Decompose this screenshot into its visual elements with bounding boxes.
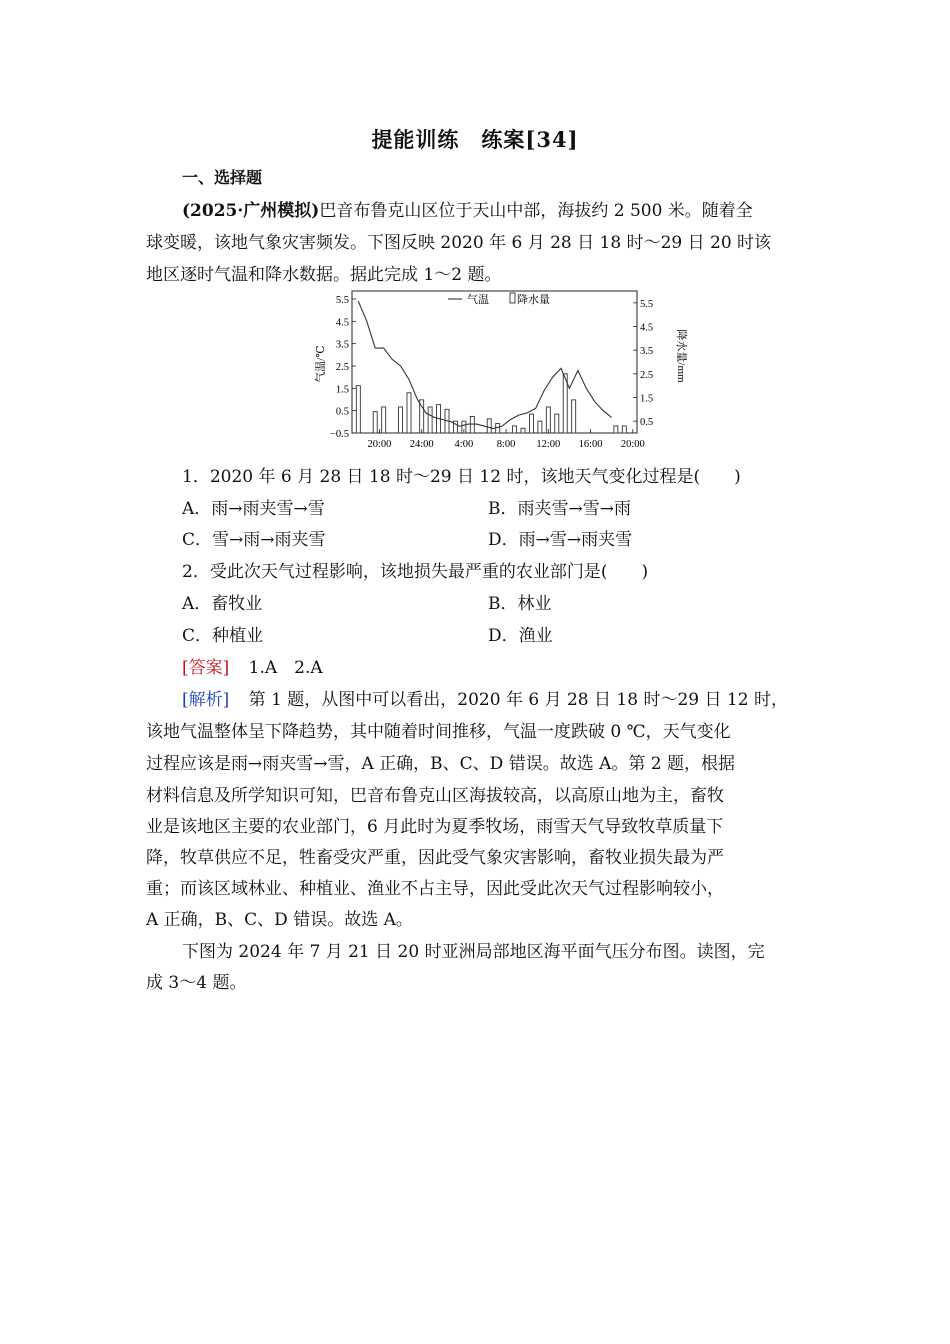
analysis-line-4: 材料信息及所学知识可知，巴音布鲁克山区海拔较高，以高原山地为主，畜牧 (146, 786, 724, 806)
x-tick-label-1: 24:00 (409, 439, 434, 450)
precip-bar-17 (538, 421, 542, 433)
x-tick-label-2: 4:00 (454, 439, 474, 450)
question-1-stem: 1．2020 年 6 月 28 日 18 时～29 日 12 时，该地天气变化过程是( ) (182, 467, 741, 487)
q1-option-d[interactable]: D．雨→雪→雨夹雪 (488, 530, 633, 550)
precip-bar-19 (555, 414, 559, 433)
x-tick-label-3: 8:00 (496, 439, 516, 450)
next-intro-line-1: 下图为 2024 年 7 月 21 日 20 时亚洲局部地区海平面气压分布图。读图，完 (182, 942, 765, 962)
q1-option-c[interactable]: C．雪→雨→雨夹雪 (182, 530, 326, 550)
intro-line-1-text: 巴音布鲁克山区位于天山中部，海拔约 2 500 米。随着全 (319, 201, 753, 221)
x-tick-label-6: 20:00 (620, 439, 645, 450)
precip-bar-12 (487, 419, 491, 433)
intro-line-2: 球变暖，该地气象灾害频发。下图反映 2020 年 6 月 28 日 18 时～29 日 20 时该 (146, 233, 772, 253)
right-tick-label-5: 0.5 (640, 417, 654, 429)
precip-bar-6 (428, 407, 432, 433)
precip-bar-16 (529, 414, 533, 433)
weather-chart (312, 286, 692, 452)
analysis-line-6: 降，牧草供应不足，牲畜受灾严重，因此受气象灾害影响，畜牧业损失最为严 (146, 848, 724, 868)
analysis-line-5: 业是该地区主要的农业部门，6 月此时为夏季牧场，雨雪天气导致牧草质量下 (146, 817, 724, 837)
legend-bar-icon (510, 293, 515, 303)
q2-option-d[interactable]: D．渔业 (488, 626, 553, 646)
legend-precipitation: 降水量 (517, 294, 550, 306)
section-heading: 一、选择题 (182, 168, 263, 187)
precip-bar-3 (399, 407, 403, 433)
left-tick-label-1: 4.5 (335, 317, 349, 329)
next-intro-line-2: 成 3～4 题。 (146, 973, 247, 993)
q1-option-b[interactable]: B．雨夹雪→雪→雨 (488, 499, 631, 519)
q2-option-c[interactable]: C．种植业 (182, 626, 264, 646)
analysis-tag: [解析] (182, 690, 230, 710)
left-tick-label-4: 1.5 (335, 384, 349, 396)
analysis-line-8: A 正确，B、C、D 错误。故选 A。 (146, 910, 413, 930)
y-axis-right-label: 降水量/mm (675, 329, 687, 383)
right-tick-label-2: 3.5 (640, 346, 654, 358)
analysis-line-2: 该地气温整体呈下降趋势，其中随着时间推移，气温一度跌破 0 ℃，天气变化 (146, 722, 731, 742)
right-tick-label-1: 4.5 (640, 322, 654, 334)
page-title: 提能训练 练案[34] (371, 127, 579, 152)
precip-bar-4 (407, 393, 411, 433)
answer-text: 1.A 2.A (248, 658, 323, 678)
analysis-line-1 (182, 685, 842, 710)
analysis-line-3: 过程应该是雨→雨夹雪→雪，A 正确，B、C、D 错误。故选 A。第 2 题，根据 (146, 754, 736, 774)
precip-bar-14 (513, 426, 517, 433)
x-tick-label-5: 16:00 (578, 439, 603, 450)
analysis-text-1: 第 1 题，从图中可以看出，2020 年 6 月 28 日 18 时～29 日 12 时， (248, 690, 788, 710)
left-tick-label-5: 0.5 (335, 406, 349, 418)
analysis-line-7: 重；而该区域林业、种植业、渔业不占主导，因此受此次天气过程影响较小， (146, 879, 724, 899)
left-tick-label-0: 5.5 (335, 295, 349, 306)
y-axis-left-label: 气温/℃ (315, 345, 327, 383)
intro-line-1 (182, 196, 842, 221)
x-tick-label-0: 20:00 (367, 439, 392, 450)
intro-source: (2025·广州模拟) (182, 201, 320, 221)
q2-option-a[interactable]: A．畜牧业 (182, 594, 263, 614)
q2-option-b[interactable]: B．林业 (488, 594, 552, 614)
left-tick-label-3: 2.5 (335, 362, 349, 373)
intro-line-3: 地区逐时气温和降水数据。据此完成 1～2 题。 (146, 265, 502, 285)
question-2-stem: 2．受此次天气过程影响，该地损失最严重的农业部门是( ) (182, 562, 649, 582)
q1-option-a[interactable]: A．雨→雨夹雪→雪 (182, 499, 325, 519)
right-tick-label-0: 5.5 (640, 298, 654, 310)
answer-tag: [答案] (182, 658, 230, 678)
precip-bar-0 (356, 386, 360, 433)
precip-bar-1 (373, 412, 377, 433)
precip-bar-23 (622, 426, 626, 433)
answer-line (182, 653, 842, 678)
right-tick-label-3: 2.5 (640, 369, 654, 381)
right-tick-label-4: 1.5 (640, 393, 654, 405)
precip-bar-21 (572, 400, 576, 433)
precip-bar-2 (382, 407, 386, 433)
precip-bar-22 (614, 426, 618, 433)
left-tick-label-6: −0.5 (329, 429, 349, 440)
precip-bar-15 (521, 428, 525, 433)
legend-temperature: 气温 (467, 294, 489, 306)
precip-bar-11 (470, 416, 474, 433)
x-tick-label-4: 12:00 (536, 439, 561, 450)
left-tick-label-2: 3.5 (335, 339, 349, 351)
